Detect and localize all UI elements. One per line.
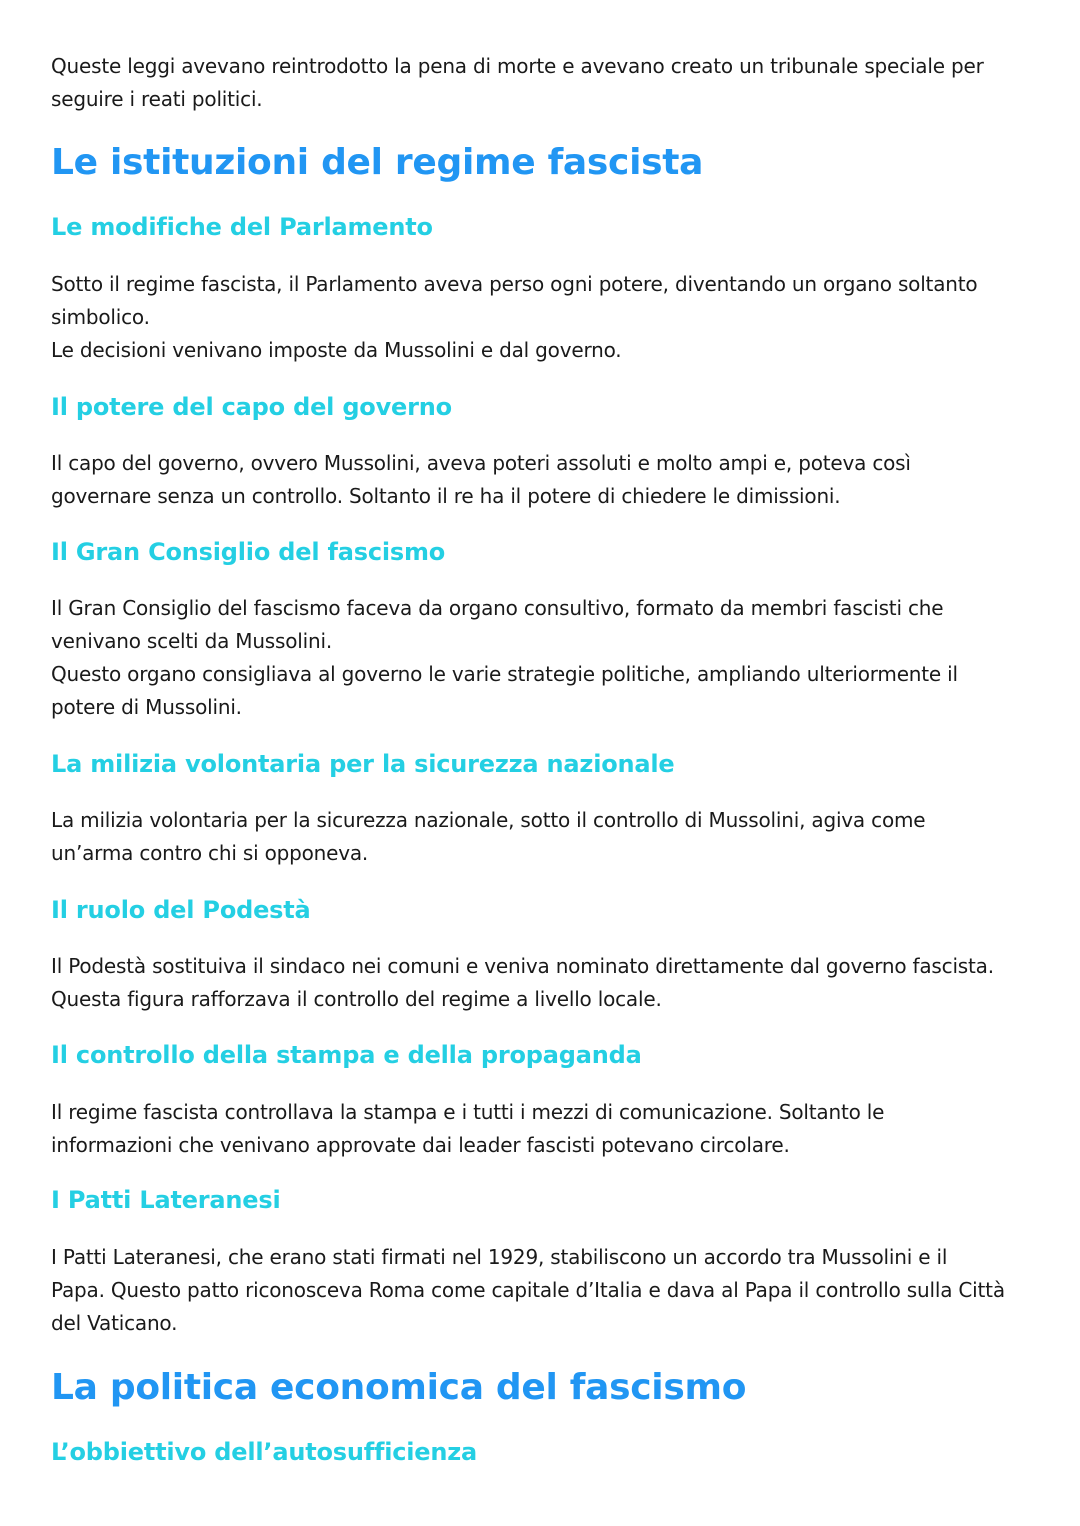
- text-line: Papa. Questo patto riconosceva Roma come capitale d’Italia e dava al Papa il controllo sulla Città: [51, 1278, 1005, 1302]
- subsection-paragraph: [51, 1096, 884, 1162]
- subsection-heading: Il controllo della stampa e della propaganda: [51, 1041, 642, 1069]
- text-line: venivano scelti da Mussolini.: [51, 629, 332, 653]
- text-line: Il Gran Consiglio del fascismo faceva da organo consultivo, formato da membri fascisti che: [51, 596, 944, 620]
- text-line: La milizia volontaria per la sicurezza nazionale, sotto il controllo di Mussolini, agiva come: [51, 808, 926, 832]
- text-line: I Patti Lateranesi, che erano stati firmati nel 1929, stabiliscono un accordo tra Mussolini e il: [51, 1245, 948, 1269]
- intro-paragraph: [51, 50, 984, 116]
- text-line: Questa figura rafforzava il controllo del regime a livello locale.: [51, 987, 662, 1011]
- subsection-paragraph: [51, 268, 977, 367]
- subsection-paragraph: [51, 804, 925, 870]
- subsection-heading: I Patti Lateranesi: [51, 1186, 281, 1214]
- text-line: Sotto il regime fascista, il Parlamento aveva perso ogni potere, diventando un organo soltanto: [51, 272, 978, 296]
- subsection-paragraph: [51, 592, 958, 724]
- text-line: simbolico.: [51, 305, 150, 329]
- subsection-paragraph: [51, 447, 911, 513]
- text-line: Le decisioni venivano imposte da Mussolini e dal governo.: [51, 338, 622, 362]
- text-line: potere di Mussolini.: [51, 695, 242, 719]
- subsection-heading: La milizia volontaria per la sicurezza nazionale: [51, 750, 675, 778]
- text-line: un’arma contro chi si opponeva.: [51, 841, 369, 865]
- subsection-heading: Il Gran Consiglio del fascismo: [51, 538, 446, 566]
- subsection-paragraph: [51, 1241, 1005, 1340]
- text-line: del Vaticano.: [51, 1311, 178, 1335]
- subsection-heading: Il potere del capo del governo: [51, 393, 452, 421]
- text-line: Il regime fascista controllava la stampa e i tutti i mezzi di comunicazione. Soltanto le: [51, 1100, 885, 1124]
- text-line: informazioni che venivano approvate dai leader fascisti potevano circolare.: [51, 1133, 790, 1157]
- text-line: Queste leggi avevano reintrodotto la pena di morte e avevano creato un tribunale speciale per: [51, 54, 984, 78]
- subsection-heading: L’obbiettivo dell’autosufficienza: [51, 1438, 478, 1466]
- subsection-paragraph: [51, 950, 994, 1016]
- section-title: Le istituzioni del regime fascista: [51, 142, 704, 183]
- subsection-heading: Le modifiche del Parlamento: [51, 213, 433, 241]
- text-line: seguire i reati politici.: [51, 87, 263, 111]
- text-line: Il capo del governo, ovvero Mussolini, aveva poteri assoluti e molto ampi e, poteva così: [51, 451, 911, 475]
- subsection-heading: Il ruolo del Podestà: [51, 896, 311, 924]
- text-line: Il Podestà sostituiva il sindaco nei comuni e veniva nominato direttamente dal governo fascista.: [51, 954, 994, 978]
- text-line: governare senza un controllo. Soltanto il re ha il potere di chiedere le dimissioni.: [51, 484, 841, 508]
- text-line: Questo organo consigliava al governo le varie strategie politiche, ampliando ulteriormente il: [51, 662, 958, 686]
- section-title: La politica economica del fascismo: [51, 1367, 747, 1408]
